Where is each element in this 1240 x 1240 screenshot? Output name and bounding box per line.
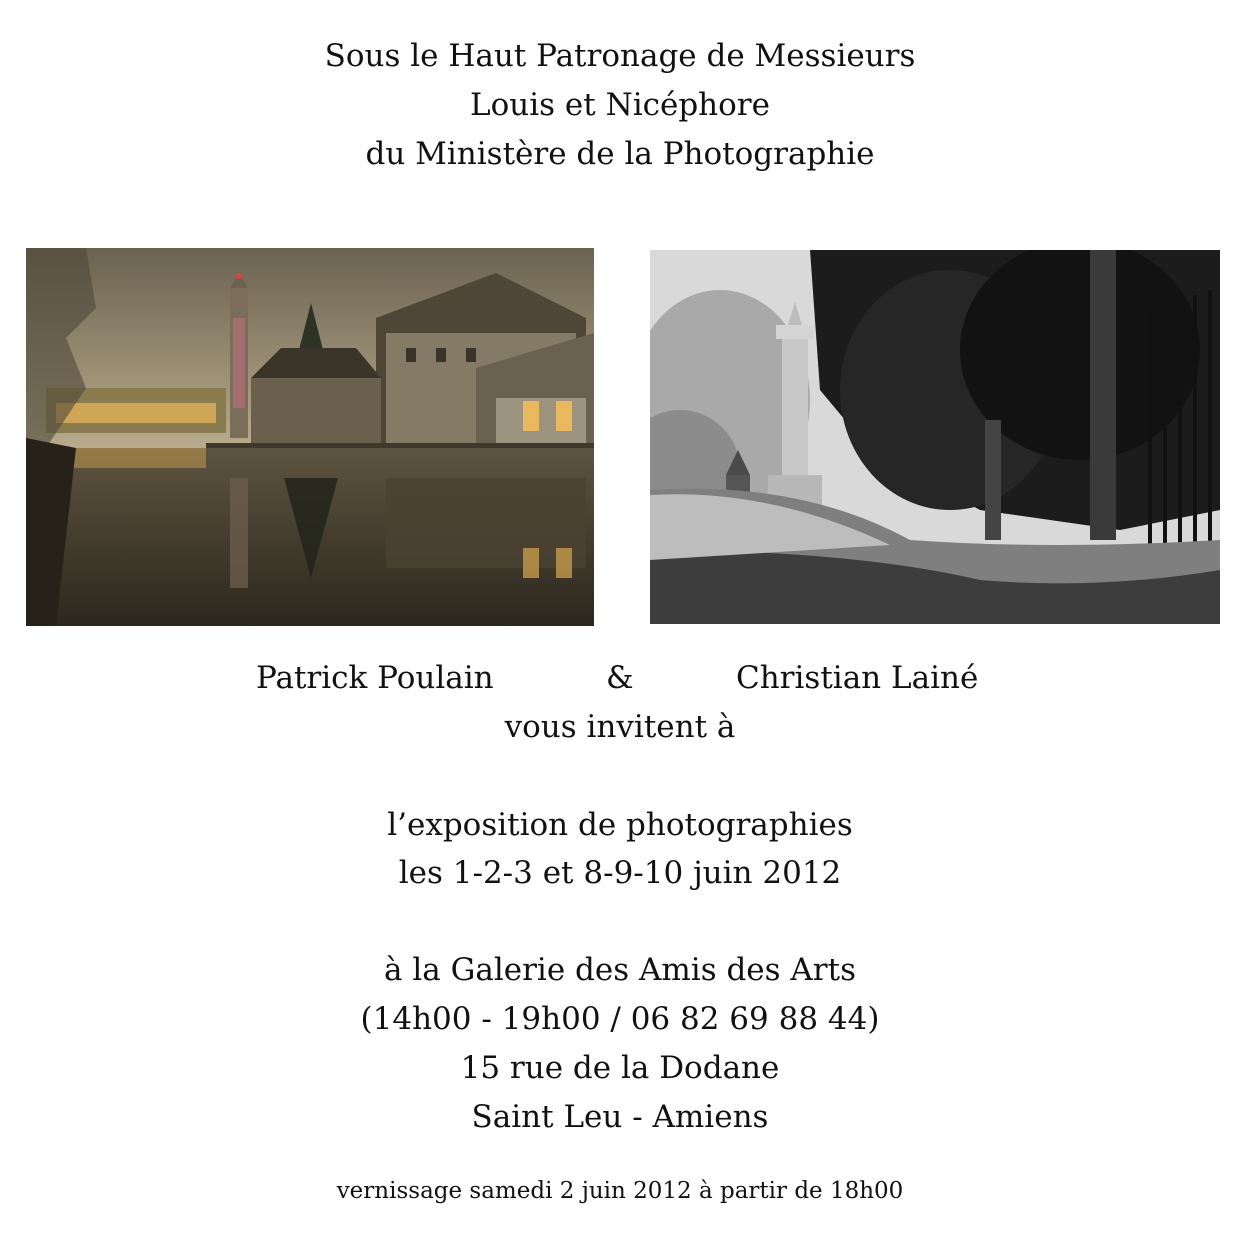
patronage-line-3: du Ministère de la Photographie bbox=[365, 136, 875, 172]
hours-phone: (14h00 - 19h00 / 06 82 69 88 44) bbox=[360, 1001, 880, 1037]
gallery-name: à la Galerie des Amis des Arts bbox=[384, 952, 856, 988]
river-town-photo bbox=[26, 248, 594, 626]
artist-name-1: Patrick Poulain bbox=[256, 660, 494, 696]
park-column-photo bbox=[650, 250, 1220, 624]
exhibition-title: l’exposition de photographies bbox=[387, 807, 853, 843]
artists-row bbox=[0, 659, 1240, 699]
ampersand: & bbox=[606, 660, 634, 696]
artist-name-2: Christian Lainé bbox=[736, 660, 979, 696]
city: Saint Leu - Amiens bbox=[471, 1099, 769, 1135]
invite-text: vous invitent à bbox=[504, 709, 736, 745]
vernissage-text: vernissage samedi 2 juin 2012 à partir de 18h00 bbox=[336, 1178, 904, 1204]
patronage-line-2: Louis et Nicéphore bbox=[470, 87, 770, 123]
patronage-line-1: Sous le Haut Patronage de Messieurs bbox=[324, 38, 916, 74]
exhibition-dates: les 1-2-3 et 8-9-10 juin 2012 bbox=[398, 855, 842, 891]
street-address: 15 rue de la Dodane bbox=[460, 1050, 780, 1086]
